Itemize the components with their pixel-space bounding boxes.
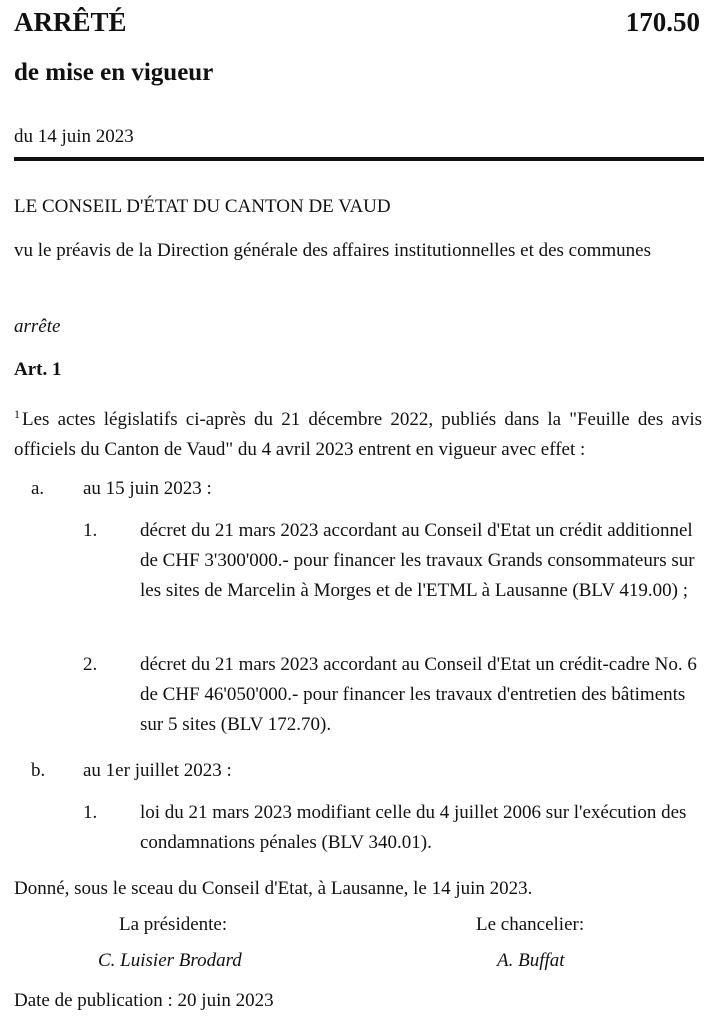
- list-item: décret du 21 mars 2023 accordant au Conseil d'Etat un crédit additionnel de CHF 3'300'000.- pour financer les travaux Grands consommateurs sur les sites de Marcelin à Morges et de l'ETML à Lausanne (BLV 419.00) ;: [140, 520, 695, 601]
- list-item: décret du 21 mars 2023 accordant au Conseil d'Etat un crédit-cadre No. 6 de CHF 46'050'000.- pour financer les travaux d'entretien des bâtiments sur 5 sites (BLV 172.70).: [140, 654, 697, 735]
- list-label-b: au 1er juillet 2023 :: [83, 760, 232, 781]
- document-number: 170.50: [625, 7, 700, 37]
- alinea-text: Les actes législatifs ci-après du 21 décembre 2022, publiés dans la "Feuille des avis officiels du Canton de Vaud" du 4 avril 2023 entrent en vigueur avec effet :: [14, 409, 702, 460]
- list-letter-b: b.: [31, 760, 46, 781]
- issuing-authority: LE CONSEIL D'ÉTAT DU CANTON DE VAUD: [14, 196, 391, 217]
- list-item: loi du 21 mars 2023 modifiant celle du 4 juillet 2006 sur l'exécution des condamnations pénales (BLV 340.01).: [140, 802, 687, 853]
- given-clause: Donné, sous le sceau du Conseil d'Etat, à Lausanne, le 14 juin 2023.: [14, 878, 533, 899]
- document-title: ARRÊTÉ: [14, 7, 127, 37]
- signatory-title-left: La présidente:: [119, 914, 228, 935]
- preamble-vu: vu le préavis de la Direction générale des affaires institutionnelles et des communes: [14, 240, 651, 261]
- signatory-title-right: Le chancelier:: [476, 914, 585, 935]
- preamble-arrete: arrête: [14, 316, 61, 337]
- header-divider: [14, 157, 704, 161]
- list-item-number: 2.: [83, 654, 98, 675]
- alinea-number: 1: [14, 407, 20, 421]
- list-label-a: au 15 juin 2023 :: [83, 478, 212, 499]
- publication-date: Date de publication : 20 juin 2023: [14, 990, 274, 1011]
- document-subtitle: de mise en vigueur: [14, 59, 214, 86]
- article-heading: Art. 1: [14, 359, 62, 380]
- list-item-number: 1.: [83, 802, 98, 823]
- signatory-name-right: A. Buffat: [497, 950, 565, 971]
- document-date: du 14 juin 2023: [14, 126, 134, 147]
- list-item-number: 1.: [83, 520, 98, 541]
- list-letter-a: a.: [31, 478, 45, 499]
- signatory-name-left: C. Luisier Brodard: [98, 950, 242, 971]
- article-alinea: [14, 399, 702, 465]
